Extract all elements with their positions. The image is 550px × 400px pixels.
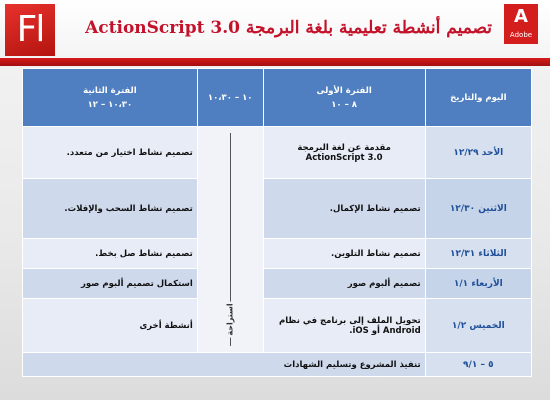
row-period1-line1: مقدمة عن لغة البرمجة [297, 142, 391, 153]
row-period2: تصميم نشاط السحب والإفلات. [23, 179, 198, 239]
row-date: الأربعاء ١/١ [425, 269, 531, 299]
header-date: اليوم والتاريخ [425, 69, 531, 127]
row-date: الأحد ١٢/٢٩ [425, 127, 531, 179]
row-period1 [263, 127, 425, 179]
final-row-text: تنفيذ المشروع وتسليم الشهادات [23, 353, 426, 377]
header-break: ١٠ – ١٠،٣٠ [197, 69, 263, 127]
row-period2: تصميم نشاط اختيار من متعدد. [23, 127, 198, 179]
row-period1: تصميم ألبوم صور [263, 269, 425, 299]
row-period2: استكمال تصميم ألبوم صور [23, 269, 198, 299]
row-date: الخميس ١/٢ [425, 299, 531, 353]
row-period1: تصميم نشاط الإكمال. [263, 179, 425, 239]
header-period1-time: ٨ – ١٠ [331, 99, 357, 110]
final-row [23, 353, 532, 377]
row-period2: تصميم نشاط صل بخط. [23, 239, 198, 269]
table-row [23, 179, 532, 239]
row-period2: أنشطة أخرى [23, 299, 198, 353]
break-label: استراحة [225, 303, 235, 336]
break-column [197, 127, 263, 353]
header-period2-time: ١٠،٣٠ – ١٢ [87, 99, 133, 110]
schedule-table [22, 68, 532, 377]
row-date: الثلاثاء ١٢/٣١ [425, 239, 531, 269]
adobe-logo-mark: A [514, 6, 528, 27]
table-header-row [23, 69, 532, 127]
row-period1-line2: ActionScript 3.0 [305, 152, 383, 163]
row-period1-line1: تحويل الملف إلى برنامج في نظام [279, 315, 421, 326]
header-period2 [23, 69, 198, 127]
table-row [23, 269, 532, 299]
page-title: تصميم أنشطة تعليمية بلغة البرمجة ActionScript 3.0 [85, 18, 492, 38]
header-period1-name: الفترة الأولى [316, 85, 372, 96]
table-row [23, 299, 532, 353]
adobe-logo-word: Adobe [509, 31, 533, 39]
adobe-logo [504, 4, 538, 44]
row-period1-line2: Android أو iOS. [349, 325, 421, 336]
row-date: الاثنين ١٢/٣٠ [425, 179, 531, 239]
row-period1: تصميم نشاط التلوين. [263, 239, 425, 269]
header-period1 [263, 69, 425, 127]
title-bar [56, 0, 550, 58]
flash-logo: Fl [5, 4, 55, 56]
header-period2-name: الفترة الثانية [83, 85, 137, 96]
table-row [23, 127, 532, 179]
table-row [23, 239, 532, 269]
row-period1 [263, 299, 425, 353]
header-divider [0, 58, 550, 66]
final-row-date: ٥ – ٩/١ [425, 353, 531, 377]
